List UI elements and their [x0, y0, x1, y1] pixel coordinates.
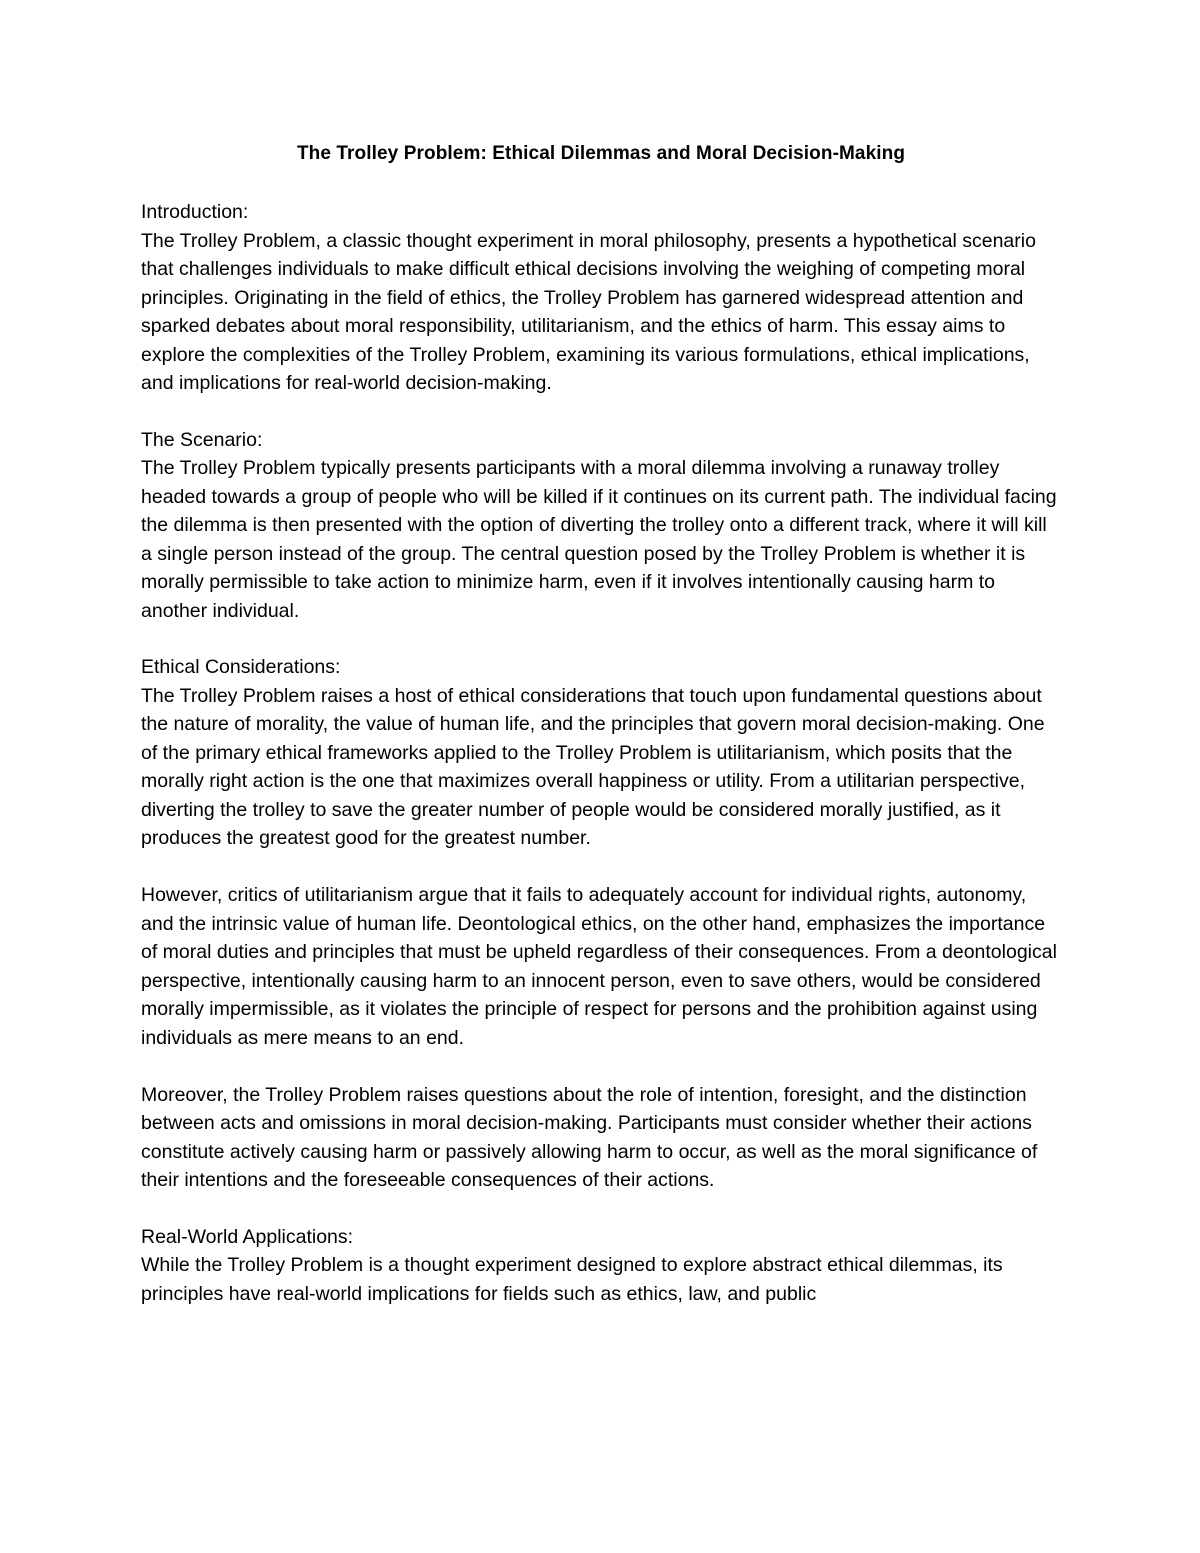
- section-heading: Introduction:: [141, 201, 249, 223]
- section-heading: Real-World Applications:: [141, 1225, 354, 1248]
- paragraph: The Trolley Problem raises a host of ethical considerations that touch upon fundamental questions about the nature of morality, the value of human life, and the principles that govern moral decision-making. One of the primary ethical frameworks applied to the Trolley Problem is utilitarianism, which posits that the morally right action is the one that maximizes overall happiness or utility. From a utilitarian perspective, diverting the trolley to save the greater number of people would be considered morally justified, as it produces the greatest good for the greatest number.: [141, 684, 1045, 849]
- paragraph: Moreover, the Trolley Problem raises questions about the role of intention, foresight, and the distinction between acts and omissions in moral decision-making. Participants must consider whether their actions constitute actively causing harm or passively allowing harm to occur, as well as the moral significance of their intentions and the foreseeable consequences of their actions.: [141, 1083, 1038, 1191]
- document-title: The Trolley Problem: Ethical Dilemmas and Moral Decision-Making: [296, 143, 906, 164]
- paragraph: The Trolley Problem, a classic thought experiment in moral philosophy, presents a hypothetical scenario that challenges individuals to make difficult ethical decisions involving the weighing of competing moral principles. Originating in the field of ethics, the Trolley Problem has garnered widespread attention and sparked debates about moral responsibility, utilitarianism, and the ethics of harm. This essay aims to explore the complexities of the Trolley Problem, examining its various formulations, ethical implications, and implications for real-world decision-making.: [141, 229, 1036, 394]
- section-heading: The Scenario:: [141, 428, 263, 451]
- section-real-world-applications: [141, 1223, 1061, 1309]
- paragraph: While the Trolley Problem is a thought experiment designed to explore abstract ethical dilemmas, its principles have real-world implications for fields such as ethics, law, and public: [141, 1254, 1003, 1305]
- section-ethical-considerations: [141, 653, 1061, 1195]
- section-scenario: [141, 426, 1061, 626]
- paragraph: However, critics of utilitarianism argue that it fails to adequately account for individual rights, autonomy, and the intrinsic value of human life. Deontological ethics, on the other hand, emphasizes the importance of moral duties and principles that must be upheld regardless of their consequences. From a deontological perspective, intentionally causing harm to an innocent person, even to save others, would be considered morally impermissible, as it violates the principle of respect for persons and the prohibition against using individuals as mere means to an end.: [141, 884, 1057, 1049]
- paragraph: The Trolley Problem typically presents participants with a moral dilemma involving a runaway trolley headed towards a group of people who will be killed if it continues on its current path. The individual facing the dilemma is then presented with the option of diverting the trolley onto a different track, where it will kill a single person instead of the group. The central question posed by the Trolley Problem is whether it is morally permissible to take action to minimize harm, even if it involves intentionally causing harm to another individual.: [141, 457, 1057, 622]
- section-heading: Ethical Considerations:: [141, 656, 341, 678]
- section-introduction: [141, 198, 1061, 398]
- document-body: [141, 139, 1061, 1336]
